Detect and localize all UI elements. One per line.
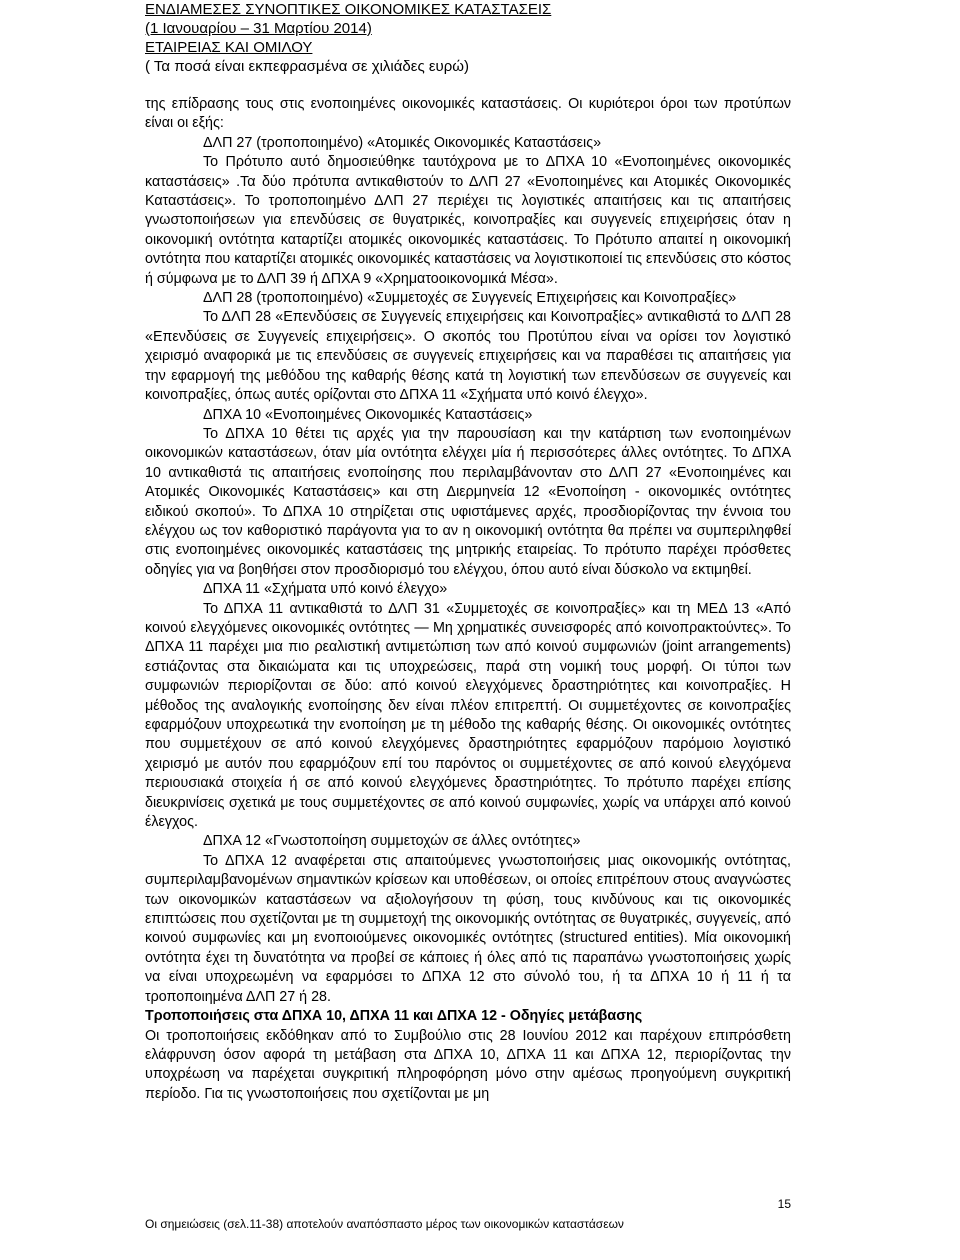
paragraph: Οι τροποποιήσεις εκδόθηκαν από το Συμβούλιο στις 28 Ιουνίου 2012 και παρέχουν επιπρόσθετη ελάφρυνση όσον αφορά τη μετάβαση στα ΔΠΧΑ 10, ΔΠΧΑ 11 και ΔΠΧΑ 12, περιορίζοντας την υποχρέωση να παρέχεται συγκριτική πληροφόρηση μόνο στην αμέσως προηγούμενη συγκριτική περίοδο. Για τις γνωστοποιήσεις που σχετίζονται με μη <box>145 1027 791 1102</box>
header-title: ΕΝΔΙΑΜΕΣΕΣ ΣΥΝΟΠΤΙΚΕΣ ΟΙΚΟΝΟΜΙΚΕΣ ΚΑΤΑΣΤΑΣΕΙΣ <box>145 1 552 18</box>
page-footer: Οι σημειώσεις (σελ.11-38) αποτελούν αναπόσπαστο μέρος των οικονομικών καταστάσεων <box>145 1217 624 1231</box>
paragraph: ΔΠΧΑ 11 «Σχήματα υπό κοινό έλεγχο» <box>203 581 448 598</box>
paragraph: Το Πρότυπο αυτό δημοσιεύθηκε ταυτόχρονα με το ΔΠΧΑ 10 «Ενοποιημένες οικονομικές καταστάσεις» .Τα δύο πρότυπα αντικαθιστούν το ΔΛΠ 27 «Ενοποιημένες και Ατομικές Οικονομικές Καταστάσεις». Το τροποποιημένο ΔΛΠ 27 περιέχει τις λογιστικές απαιτήσεις και τις απαιτήσεις γνωστοποιήσεων για επενδύσεις σε θυγατρικές, κοινοπραξίες και συγγενείς επιχειρήσεις όταν η οικονομική οντότητα καταρτίζει ατομικές οικονομικές καταστάσεις. Το Πρότυπο απαιτεί η οικονομική οντότητα που καταρτίζει ατομικές οικονομικές καταστάσεις να λογιστικοποιεί τις επενδύσεις στο κόστος ή σύμφωνα με το ΔΛΠ 39 ή ΔΠΧΑ 9 «Χρηματοοικονομικά Μέσα». <box>145 154 791 287</box>
section-heading: Τροποποιήσεις στα ΔΠΧΑ 10, ΔΠΧΑ 11 και ΔΠΧΑ 12 - Οδηγίες μετάβασης <box>145 1008 643 1025</box>
paragraph: ΔΛΠ 27 (τροποποιημένο) «Ατομικές Οικονομικές Καταστάσεις» <box>203 134 602 151</box>
header-period: (1 Ιανουαρίου – 31 Μαρτίου 2014) <box>145 20 372 37</box>
document-header <box>145 0 551 76</box>
paragraph: Το ΔΛΠ 28 «Επενδύσεις σε Συγγενείς επιχειρήσεις και Κοινοπραξίες» αντικαθιστά το ΔΛΠ 28 «Επενδύσεις σε Συγγενείς επιχειρήσεις». Ο σκοπός του Προτύπου είναι να ορίσει τον λογιστικό χειρισμό αναφορικά με τις επενδύσεις σε συγγενείς επιχειρήσεις και να παραθέσει τις απαιτήσεις για την εφαρμογή της μεθόδου της καθαρής θέσης κατά τη λογιστική των επενδύσεων σε συγγενείς και κοινοπραξίες, όπως αυτές ορίζονται στο ΔΠΧΑ 11 «Σχήματα υπό κοινό έλεγχο». <box>145 309 791 404</box>
header-currency-note: ( Τα ποσά είναι εκπεφρασμένα σε χιλιάδες ευρώ) <box>145 58 469 75</box>
paragraph: ΔΠΧΑ 12 «Γνωστοποίηση συμμετοχών σε άλλες οντότητες» <box>203 833 581 850</box>
page-number: 15 <box>777 1197 791 1211</box>
paragraph: Το ΔΠΧΑ 10 θέτει τις αρχές για την παρουσίαση και την κατάρτιση των ενοποιημένων οικονομικών καταστάσεων, όταν μία οντότητα ελέγχει μία ή περισσότερες άλλες οντότητες. Το ΔΠΧΑ 10 αντικαθιστά τις απαιτήσεις ενοποίησης που περιλαμβάνονταν στο ΔΛΠ 27 «Ενοποιημένες και Ατομικές Οικονομικές Καταστάσεις» και στη Διερμηνεία 12 «Ενοποίηση - οικονομικές οντότητες ειδικού σκοπού». Το ΔΠΧΑ 10 στηρίζεται στις υφιστάμενες αρχές, προσδιορίζοντας την έννοια του ελέγχου ως τον καθοριστικό παράγοντα για το αν η οικονομική οντότητα θα πρέπει να συμπεριληφθεί στις ενοποιημένες οικονομικές καταστάσεις της μητρικής εταιρείας. Το πρότυπο παρέχει πρόσθετες οδηγίες για να βοηθήσει στον προσδιορισμό του ελέγχου, όπου αυτό είναι δύσκολο να εκτιμηθεί. <box>145 425 791 578</box>
header-entity: ΕΤΑΙΡΕΙΑΣ ΚΑΙ ΟΜΙΛΟΥ <box>145 39 313 56</box>
paragraph: της επίδρασης τους στις ενοποιημένες οικονομικές καταστάσεις. Οι κυριότεροι όροι των προτύπων είναι οι εξής: <box>145 96 791 132</box>
document-body <box>145 95 791 1104</box>
paragraph: ΔΛΠ 28 (τροποποιημένο) «Συμμετοχές σε Συγγενείς Επιχειρήσεις και Κοινοπραξίες» <box>203 290 737 307</box>
paragraph: Το ΔΠΧΑ 12 αναφέρεται στις απαιτούμενες γνωστοποιήσεις μιας οικονομικής οντότητας, συμπεριλαμβανομένων σημαντικών κρίσεων και υποθέσεων, οι οποίες επιτρέπουν στους αναγνώστες των οικονομικών καταστάσεων να αξιολογήσουν τη φύση, τους κινδύνους και τις οικονομικές επιπτώσεις που σχετίζονται με τη συμμετοχή της οικονομικής οντότητας σε θυγατρικές, συγγενείς, από κοινού συμφωνίες και μη ενοποιούμενες οικονομικές οντότητες (structured entities). Μία οικονομική οντότητα έχει τη δυνατότητα να προβεί σε κάποιες ή όλες από τις παραπάνω γνωστοποιήσεις χωρίς να είναι υποχρεωμένη να εφαρμόσει το ΔΠΧΑ 12 στο σύνολό του, ή τα ΔΠΧΑ 10 ή 11 ή τα τροποποιημένα ΔΛΠ 27 ή 28. <box>145 852 791 1005</box>
paragraph: Το ΔΠΧΑ 11 αντικαθιστά το ΔΛΠ 31 «Συμμετοχές σε κοινοπραξίες» και τη ΜΕΔ 13 «Από κοινού ελεγχόμενες οικονομικές οντότητες — Μη χρηματικές συνεισφορές από κοινοπρακτούντες». Το ΔΠΧΑ 11 παρέχει μια πιο ρεαλιστική αντιμετώπιση των από κοινού συμφωνιών (joint arrangements) εστιάζοντας στα δικαιώματα και τις υποχρεώσεις, παρά στη νομική τους μορφή. Οι τύποι των συμφωνιών περιορίζονται σε δύο: από κοινού ελεγχόμενες δραστηριότητες και κοινοπραξίες. Η μέθοδος της αναλογικής ενοποίησης δεν είναι πλέον επιτρεπτή. Οι συμμετέχοντες σε κοινοπραξίες εφαρμόζουν υποχρεωτικά την ενοποίηση με τη μέθοδο της καθαρής θέσης. Οι οικονομικές οντότητες που συμμετέχουν σε από κοινού ελεγχόμενες δραστηριότητες εφαρμόζουν παρόμοιο λογιστικό χειρισμό με αυτόν που εφαρμόζουν επί του παρόντος οι συμμετέχοντες σε από κοινού ελεγχόμενα περιουσιακά στοιχεία ή σε από κοινού ελεγχόμενες δραστηριότητες. Το πρότυπο παρέχει επίσης διευκρινίσεις σχετικά με τους συμμετέχοντες σε από κοινού συμφωνίες, χωρίς να υπάρχει από κοινού έλεγχος. <box>145 600 791 831</box>
paragraph: ΔΠΧΑ 10 «Ενοποιημένες Οικονομικές Καταστάσεις» <box>203 406 533 423</box>
